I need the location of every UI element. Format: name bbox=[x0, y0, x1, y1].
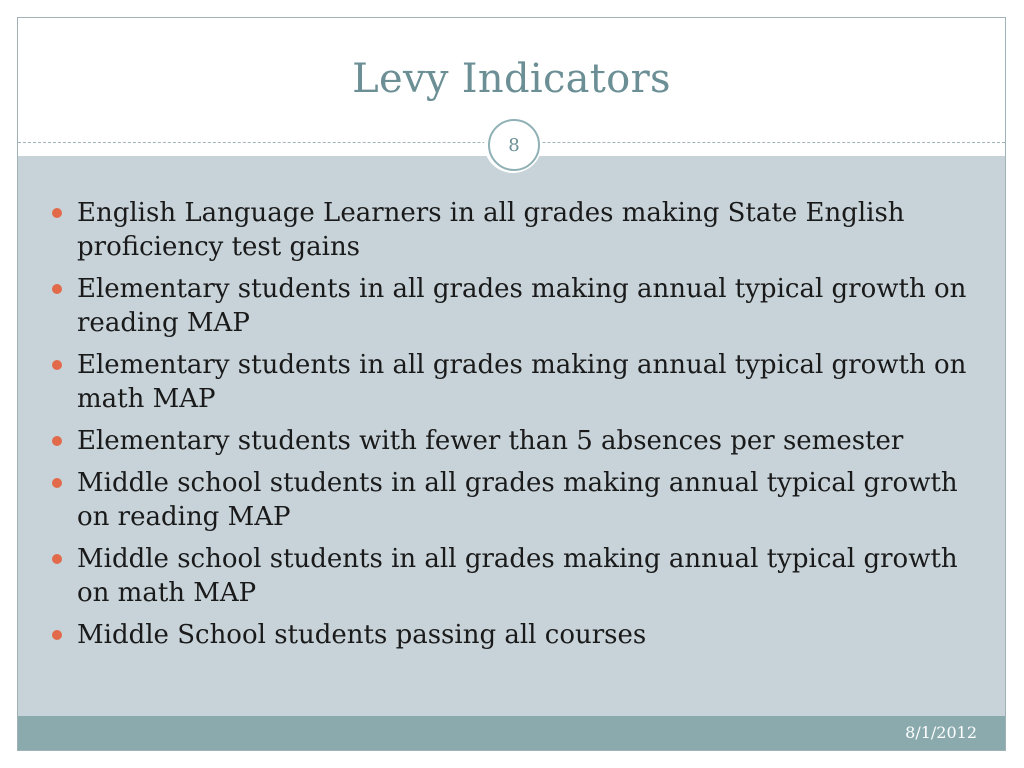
bullet-item bbox=[52, 618, 977, 652]
bullet-text: English Language Learners in all grades making State English proficiency test gains bbox=[77, 198, 905, 262]
slide-number-badge bbox=[484, 115, 542, 173]
bullet-icon bbox=[52, 360, 62, 370]
bullet-icon bbox=[52, 630, 62, 640]
bullet-item bbox=[52, 196, 977, 264]
bullet-icon bbox=[52, 554, 62, 564]
slide-frame bbox=[17, 17, 1006, 751]
footer-date: 8/1/2012 bbox=[905, 723, 977, 742]
bullet-icon bbox=[52, 284, 62, 294]
bullet-icon bbox=[52, 478, 62, 488]
bullet-text: Middle School students passing all courses bbox=[77, 620, 647, 650]
bullet-item bbox=[52, 348, 977, 416]
footer-bar bbox=[18, 716, 1005, 750]
bullet-text: Elementary students in all grades making annual typical growth on math MAP bbox=[77, 350, 967, 414]
bullet-item bbox=[52, 466, 977, 534]
bullet-text: Elementary students with fewer than 5 absences per semester bbox=[77, 426, 904, 456]
bullet-icon bbox=[52, 208, 62, 218]
bullet-icon bbox=[52, 436, 62, 446]
bullet-list bbox=[52, 196, 977, 660]
bullet-text: Middle school students in all grades making annual typical growth on reading MAP bbox=[77, 468, 958, 532]
content-area bbox=[18, 156, 1005, 716]
bullet-item bbox=[52, 272, 977, 340]
slide-number: 8 bbox=[488, 119, 540, 171]
bullet-item bbox=[52, 542, 977, 610]
bullet-text: Middle school students in all grades making annual typical growth on math MAP bbox=[77, 544, 958, 608]
bullet-text: Elementary students in all grades making annual typical growth on reading MAP bbox=[77, 274, 967, 338]
bullet-item bbox=[52, 424, 977, 458]
slide-title: Levy Indicators bbox=[352, 56, 671, 102]
